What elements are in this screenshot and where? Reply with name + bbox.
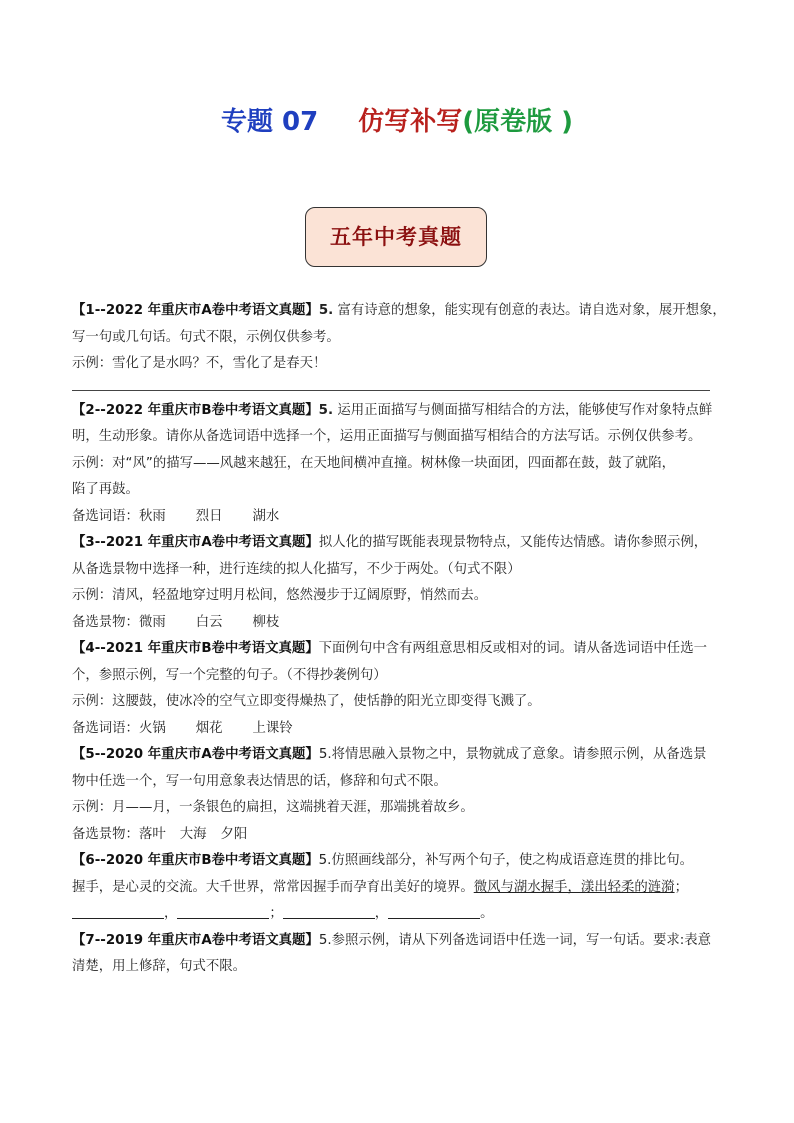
q1-text1: 富有诗意的想象，能实现有创意的表达。请自选对象，展开想象， [333, 303, 726, 318]
q4-option-3: 上课铃 [252, 720, 293, 736]
q2-option-1: 秋雨 [138, 508, 166, 524]
q6-sep-1: ， [164, 906, 178, 921]
q2-example2: 陷了再鼓。 [72, 482, 139, 497]
answer-blank-4[interactable] [388, 904, 480, 919]
q1-line2: 写一句或几句话。句式不限，示例仅供参考。 [72, 329, 340, 345]
q7-line2: 清楚，用上修辞，句式不限。 [72, 959, 247, 974]
q6-text1: 5.仿照画线部分，补写两个句子，使之构成语意连贯的排比句。 [318, 853, 693, 868]
q3-tag: 【3--2021 年重庆市A卷中考语文真题】 [72, 535, 319, 550]
q4-line2: 个，参照示例，写一个完整的句子。（不得抄袭例句） [72, 667, 387, 683]
answer-blank-2[interactable] [177, 904, 269, 919]
q3-option-2: 白云 [195, 614, 223, 630]
q4-tag: 【4--2021 年重庆市B卷中考语文真题】 [72, 641, 319, 656]
q5-option-2: 大海 [179, 826, 207, 842]
q3-options [72, 610, 732, 637]
q2-line1 [72, 398, 732, 425]
q4-option-2: 烟花 [195, 720, 223, 736]
answer-blank-3[interactable] [283, 904, 375, 919]
q4-example: 示例：这腰鼓，使冰冷的空气立即变得燥热了，使恬静的阳光立即变得飞溅了。 [72, 694, 541, 709]
q2-text1: 运用正面描写与侧面描写相结合的方法，能够使写作对象特点鲜 [333, 402, 713, 418]
q1-number: 5. [318, 303, 334, 318]
q2-number: 5. [318, 402, 334, 418]
q2-options [72, 504, 732, 531]
q3-options-label: 备选景物： [72, 614, 139, 630]
q5-line2: 物中任选一个，写一句用意象表达情思的话，修辞和句式不限。 [72, 773, 447, 789]
q6-tag: 【6--2020 年重庆市B卷中考语文真题】 [72, 853, 319, 868]
q6-line1 [72, 848, 732, 875]
q6-end: 。 [480, 906, 494, 921]
q2-option-2: 烈日 [195, 508, 223, 524]
q4-line1 [72, 636, 732, 663]
q3-option-3: 柳枝 [252, 614, 280, 630]
q5-options [72, 822, 732, 849]
q5-option-3: 夕阳 [220, 826, 248, 842]
q3-option-1: 微雨 [138, 614, 166, 630]
page-title [0, 102, 794, 142]
section-label: 五年中考真题 [330, 224, 462, 249]
q4-options-label: 备选词语： [72, 720, 139, 736]
q2-line2: 明，生动形象。请你从备选词语中选择一个，运用正面描写与侧面描写相结合的方法写话。示例仅供参考。 [72, 429, 702, 444]
q1-line1 [72, 298, 732, 325]
q3-example: 示例：清风，轻盈地穿过明月松间，悠然漫步于辽阔原野，悄然而去。 [72, 588, 488, 603]
answer-blank-1[interactable] [72, 904, 164, 919]
q2-option-3: 湖水 [252, 508, 280, 524]
q4-options [72, 716, 732, 743]
q6-passage: 握手，是心灵的交流。大千世界，常常因握手而孕育出美好的境界。 [72, 879, 474, 895]
q4-option-1: 火锅 [138, 720, 166, 736]
q6-passage-end: ； [674, 879, 688, 895]
q6-sep-3: ， [374, 906, 389, 921]
q5-text1: 5.将情思融入景物之中，景物就成了意象。请参照示例，从备选景 [318, 747, 707, 762]
q2-example1: 示例：对“风”的描写——风越来越狂，在天地间横冲直撞。树林像一块面团，四面都在鼓，鼓了就陷， [72, 455, 676, 471]
q5-option-1: 落叶 [138, 826, 166, 842]
q4-text1: 下面例句中含有两组意思相反或相对的词。请从备选词语中任选一 [318, 641, 707, 656]
q6-line2 [72, 875, 732, 902]
q7-text1: 5.参照示例，请从下列备选词语中任选一词，写一句话。要求:表意 [318, 932, 712, 948]
q7-line1 [72, 928, 732, 955]
q5-line1 [72, 742, 732, 769]
q5-options-label: 备选景物： [72, 826, 139, 842]
q6-sep-2: ； [269, 906, 283, 921]
question-list [72, 298, 732, 981]
q3-line1 [72, 530, 732, 557]
q6-underlined-model: 微风与湖水握手，漾出轻柔的涟漪 [473, 879, 675, 895]
q1-tag: 【1--2022 年重庆市A卷中考语文真题】 [72, 303, 319, 318]
title-topic-name: 仿写补写 [358, 107, 463, 137]
q5-tag: 【5--2020 年重庆市A卷中考语文真题】 [72, 747, 319, 762]
q2-tag: 【2--2022 年重庆市B卷中考语文真题】 [72, 402, 319, 418]
q3-text1: 拟人化的描写既能表现景物特点，又能传达情感。请你参照示例， [318, 535, 708, 550]
q6-answer-blanks [72, 901, 732, 928]
divider [72, 390, 710, 391]
section-label-box [305, 207, 487, 267]
title-edition: (原卷版 ) [462, 107, 574, 137]
title-topic-number: 专题 07 [220, 107, 319, 137]
q3-line2: 从备选景物中选择一种，进行连续的拟人化描写，不少于两处。（句式不限） [72, 561, 521, 577]
q7-tag: 【7--2019 年重庆市A卷中考语文真题】 [72, 932, 319, 948]
q5-example: 示例：月——月，一条银色的扁担，这端挑着天涯，那端挑着故乡。 [72, 800, 474, 815]
q2-options-label: 备选词语： [72, 508, 139, 524]
q1-example: 示例：雪化了是水吗？不，雪化了是春天！ [72, 356, 327, 371]
